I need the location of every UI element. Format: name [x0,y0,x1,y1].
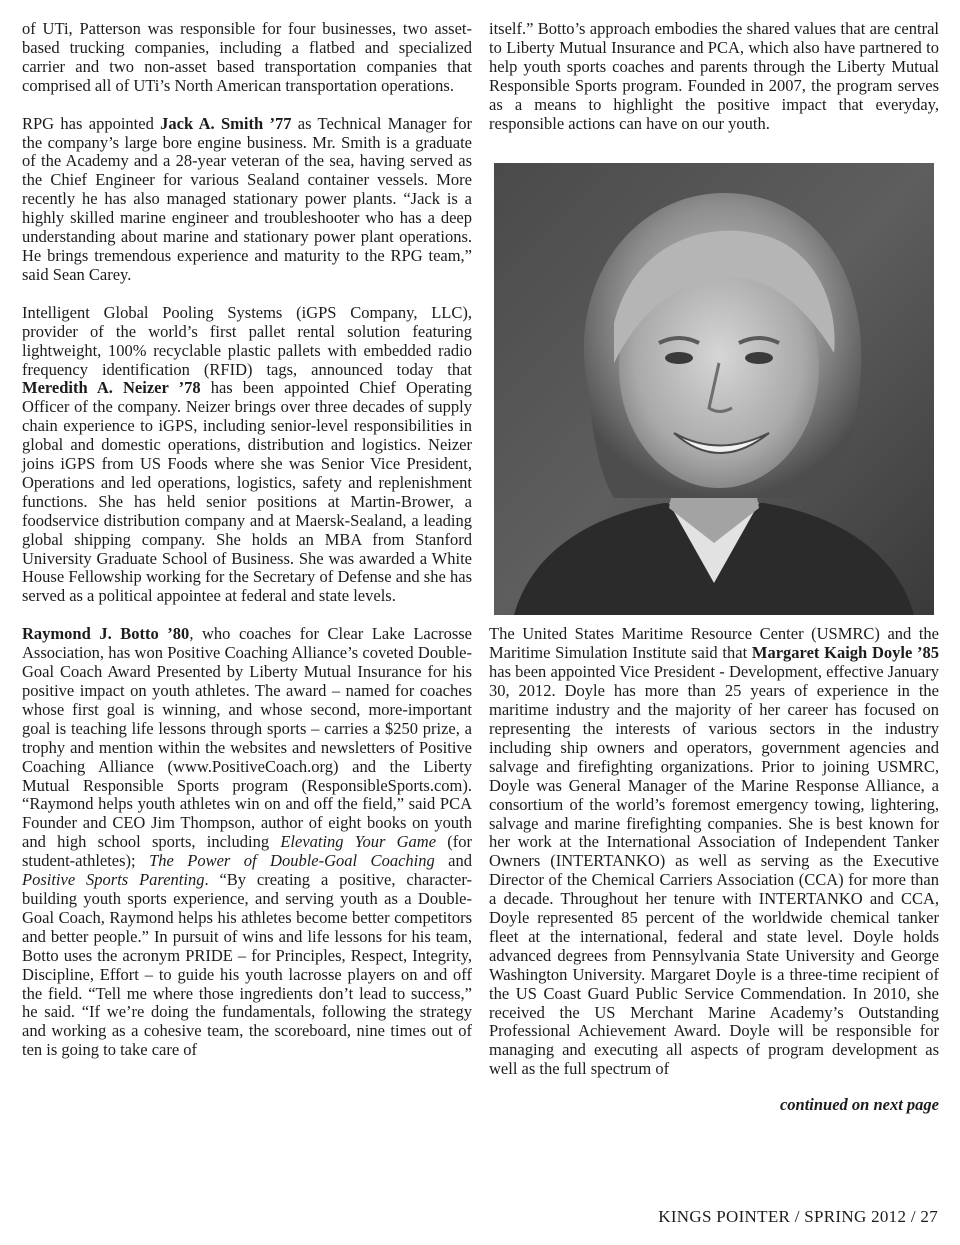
botto-text-b: (for student-athletes); [22,832,473,871]
page-footer: KINGS POINTER / SPRING 2012 / 27 [658,1207,938,1226]
doyle-name: Margaret Kaigh Doyle ’85 [751,643,939,663]
continued-on-next-page-link: continued on next page [779,1095,939,1115]
smith-text-a: RPG has appointed [22,113,161,133]
botto-paragraph [22,625,472,1060]
portrait-image [494,163,934,615]
botto-text-d: . “By creating a positive, character-building youth sports experience, and serving youth as a Double-Goal Coach, Raymond helps his athletes become better competitors and better people.” In pursuit of wins and life lessons for his team, Botto uses the acronym PRIDE – for Principles, Respect, Integrity, Discipline, Effort – to guide his youth lacrosse players on and off the field. “Tell me where those ingredients don’t lead to success,” he said. “If we’re doing the fundamentals, following the strategy and working as a cohesive team, the scoreboard, nine times out of ten is going to take care of [22,870,472,1060]
book-title-1: Elevating Your Game [280,832,437,852]
botto-text-a: , who coaches for Clear Lake Lacrosse Association, has won Positive Coaching Alliance’s coveted Double-Goal Coach Award Presented by Liberty Mutual Insurance for his positive impact on youth athletes. The award – named for coaches whose first goal is winning, and whose second, more-important goal is teaching life lessons through sports – carries a $250 prize, a trophy and mention within the websites and newsletters of Positive Coaching Alliance (www.PositiveCoach.org) and the Liberty Mutual Responsible Sports program (ResponsibleSports.com). “Raymond helps youth athletes win on and off the field,” said PCA Founder and CEO Jim Thompson, author of eight books on youth and high school sports, including [22,624,472,852]
smith-name: Jack A. Smith ’77 [160,113,292,133]
neizer-text-a: Intelligent Global Pooling Systems (iGPS Company, LLC), provider of the world’s first pallet rental solution featuring lightweight, 100% recyclable plastic pallets with embedded radio frequency identification (RFID) tags, announced today that [22,302,472,379]
botto-text-c: and [434,851,472,871]
book-title-3: Positive Sports Parenting [22,870,205,890]
doyle-text-b: has been appointed Vice President - Development, effective January 30, 2012. Doyle has more than 25 years of experience in the maritime industry and the majority of her career has focused on representing the interests of various sectors in the industry including ship owners and operators, government agencies and salvage and firefighting organizations. Prior to joining USMRC, Doyle was General Manager of the Marine Response Alliance, a consortium of the world’s foremost emergency towing, lightering, salvage and marine firefighting companies. She is best known for her work at the International Association of Independent Tanker Owners (INTERTANKO) as well as serving as the Executive Director of the Chemical Carriers Association (CCA) for more than a decade. Throughout her tenure with INTERTANKO and CCA, Doyle represented 85 percent of the worldwide chemical tanker fleet at the international, federal and state level. Doyle holds advanced degrees from Pennsylvania State University and George Washington University. Margaret Doyle is a three-time recipient of the US Coast Guard Public Service Commendation. In 2010, she received the US Merchant Marine Academy’s Outstanding Professional Achievement Award. Doyle will be responsible for managing and executing all aspects of program development as well as the full spectrum of [489,662,939,1079]
book-title-2: The Power of Double-Goal Coaching [149,851,435,871]
neizer-paragraph [22,304,472,607]
botto-continued-paragraph: itself.” Botto’s approach embodies the shared values that are central to Liberty Mutual Insurance and PCA, which also have partnered to help youth sports coaches and parents through the Liberty Mutual Responsible Sports program. Founded in 2007, the program serves as a means to highlight the positive impact that everyday, responsible actions can have on our youth. [489,19,939,133]
patterson-paragraph: of UTi, Patterson was responsible for four businesses, two asset-based trucking companies, including a flatbed and specialized carrier and two non-asset based transportation companies that comprised all of UTi’s North American transportation operations. [22,19,472,95]
botto-name: Raymond J. Botto ’80 [22,624,190,644]
smith-paragraph [22,115,472,285]
smith-text-b: as Technical Manager for the company’s large bore engine business. Mr. Smith is a graduate of the Academy and a 28-year veteran of the sea, having served as the Chief Engineer for various Sealand container vessels. More recently he has also managed stationary power plants. “Jack is a highly skilled marine engineer and troubleshooter who has a deep understanding about marine and stationary power plant operations. He brings tremendous experience and maturity to the RPG team,” said Sean Carey. [22,113,472,284]
doyle-portrait-photo [494,163,934,615]
doyle-paragraph [489,625,939,1079]
neizer-text-b: has been appointed Chief Operating Officer of the company. Neizer brings over three decades of supply chain experience to iGPS, including senior-level responsibilities in global and domestic operations, distribution and logistics. Neizer joins iGPS from US Foods where she was Senior Vice President, Operations and led operations, logistics, safety and replenishment functions. She has held senior positions at Martin-Brower, a foodservice distribution company and at Maersk-Sealand, a leading global shipping company. She holds an MBA from Stanford University Graduate School of Business. She was awarded a White House Fellowship working for the Secretary of Defense and she has served as a political appointee at federal and state levels. [22,378,472,606]
right-column [489,20,939,1115]
doyle-text-a: The United States Maritime Resource Center (USMRC) and the Maritime Simulation Institute said that [489,624,939,663]
left-column [22,20,472,1060]
neizer-name: Meredith A. Neizer ’78 [22,378,201,398]
